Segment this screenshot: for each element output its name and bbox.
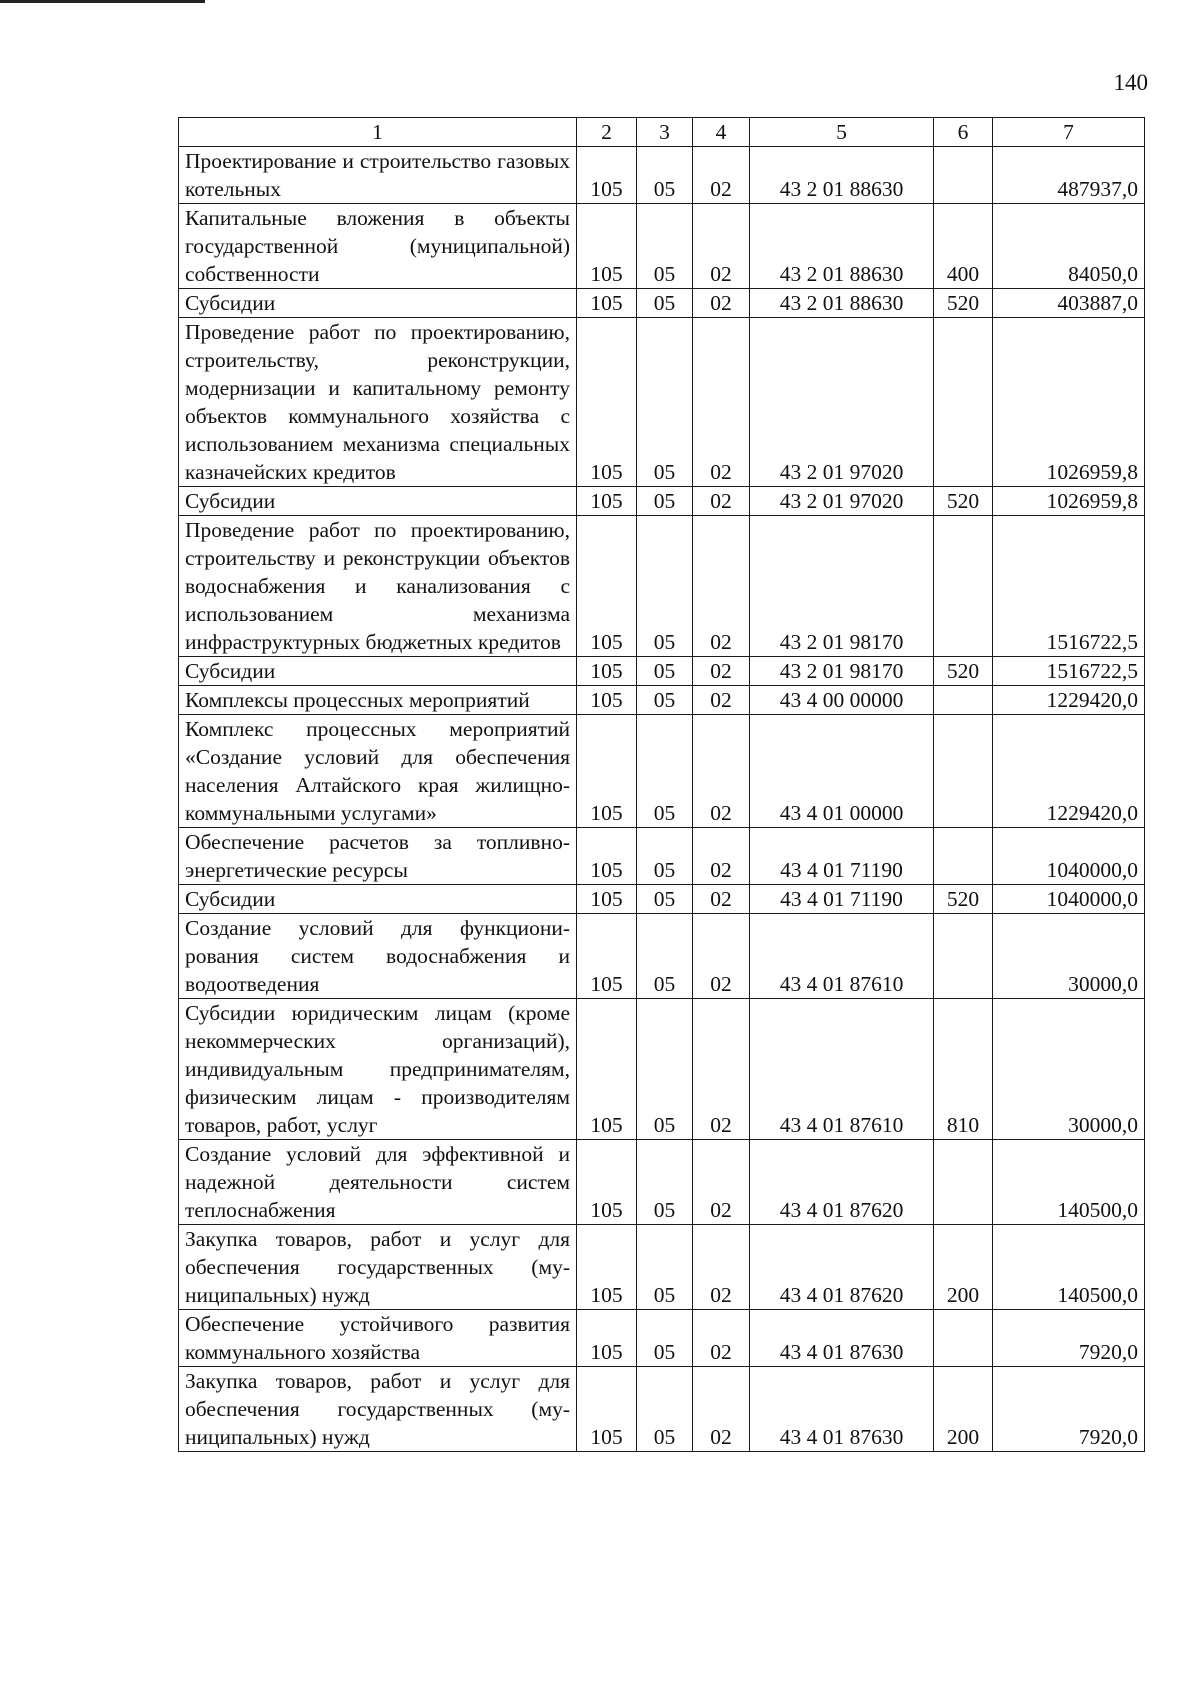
row-col6 [934, 914, 993, 999]
row-col4: 02 [693, 1140, 750, 1225]
table-row [179, 1367, 1145, 1452]
row-col7: 30000,0 [993, 999, 1145, 1140]
row-col2: 105 [577, 715, 637, 828]
row-col2: 105 [577, 885, 637, 914]
row-col6 [934, 318, 993, 487]
row-col6 [934, 516, 993, 657]
row-col6: 520 [934, 657, 993, 686]
row-col4: 02 [693, 289, 750, 318]
row-col7: 7920,0 [993, 1367, 1145, 1452]
row-col7: 1229420,0 [993, 715, 1145, 828]
row-col7: 7920,0 [993, 1310, 1145, 1367]
row-col5: 43 2 01 98170 [750, 657, 934, 686]
row-col5: 43 4 01 87610 [750, 914, 934, 999]
row-col5: 43 4 01 87610 [750, 999, 934, 1140]
row-col3: 05 [637, 885, 693, 914]
table-row [179, 487, 1145, 516]
table-row [179, 686, 1145, 715]
row-col5: 43 2 01 88630 [750, 147, 934, 204]
row-col4: 02 [693, 487, 750, 516]
row-col5: 43 4 01 87630 [750, 1310, 934, 1367]
row-col6 [934, 686, 993, 715]
row-col2: 105 [577, 204, 637, 289]
row-col2: 105 [577, 147, 637, 204]
row-col3: 05 [637, 686, 693, 715]
row-col3: 05 [637, 1140, 693, 1225]
row-col7: 487937,0 [993, 147, 1145, 204]
row-col2: 105 [577, 289, 637, 318]
row-name: Комплексы процессных мероприятий [179, 686, 577, 715]
row-name: Создание условий для эффективной и надежной деятельности систем теплоснабжения [179, 1140, 577, 1225]
page-number: 140 [1113, 70, 1148, 95]
row-col5: 43 4 01 87620 [750, 1140, 934, 1225]
budget-table [178, 117, 1145, 1452]
row-col2: 105 [577, 828, 637, 885]
row-col7: 1229420,0 [993, 686, 1145, 715]
row-col4: 02 [693, 318, 750, 487]
row-col2: 105 [577, 516, 637, 657]
row-col2: 105 [577, 1367, 637, 1452]
row-name: Создание условий для функционирования систем водоснабжения и водоотведения [179, 914, 577, 999]
row-col7: 1516722,5 [993, 657, 1145, 686]
row-col6 [934, 1140, 993, 1225]
row-col4: 02 [693, 1225, 750, 1310]
row-col2: 105 [577, 487, 637, 516]
row-col7: 30000,0 [993, 914, 1145, 999]
row-col2: 105 [577, 1310, 637, 1367]
row-col7: 1026959,8 [993, 487, 1145, 516]
row-col5: 43 2 01 88630 [750, 204, 934, 289]
row-col4: 02 [693, 999, 750, 1140]
row-col7: 140500,0 [993, 1140, 1145, 1225]
row-col7: 1040000,0 [993, 885, 1145, 914]
row-col5: 43 4 01 71190 [750, 828, 934, 885]
row-name: Субсидии [179, 657, 577, 686]
row-col3: 05 [637, 147, 693, 204]
row-col2: 105 [577, 914, 637, 999]
row-col6: 520 [934, 487, 993, 516]
header-cell: 5 [750, 118, 934, 147]
row-col7: 403887,0 [993, 289, 1145, 318]
row-col4: 02 [693, 657, 750, 686]
row-name: Комплекс процессных мероприятий «Создание условий для обеспечения населения Алтайского края жилищно-коммунальными услугами» [179, 715, 577, 828]
row-col4: 02 [693, 1310, 750, 1367]
row-col4: 02 [693, 828, 750, 885]
row-col5: 43 4 01 87620 [750, 1225, 934, 1310]
table-row [179, 1225, 1145, 1310]
header-cell: 4 [693, 118, 750, 147]
row-col2: 105 [577, 318, 637, 487]
row-col2: 105 [577, 657, 637, 686]
header-cell: 1 [179, 118, 577, 147]
row-col6 [934, 715, 993, 828]
row-name: Закупка товаров, работ и услуг для обеспечения государственных (муниципальных) нужд [179, 1367, 577, 1452]
row-col6: 200 [934, 1225, 993, 1310]
row-col5: 43 4 01 87630 [750, 1367, 934, 1452]
row-col3: 05 [637, 318, 693, 487]
table-row [179, 516, 1145, 657]
row-name: Капитальные вложения в объекты государственной (муниципальной) собственности [179, 204, 577, 289]
row-col3: 05 [637, 828, 693, 885]
row-col7: 140500,0 [993, 1225, 1145, 1310]
row-col5: 43 4 01 71190 [750, 885, 934, 914]
row-name: Закупка товаров, работ и услуг для обеспечения государственных (муниципальных) нужд [179, 1225, 577, 1310]
row-col6: 400 [934, 204, 993, 289]
table-row [179, 289, 1145, 318]
table-row [179, 914, 1145, 999]
row-name: Обеспечение расчетов за топливно-энергетические ресурсы [179, 828, 577, 885]
row-col3: 05 [637, 487, 693, 516]
row-col6: 520 [934, 289, 993, 318]
row-col3: 05 [637, 914, 693, 999]
table-row [179, 318, 1145, 487]
row-col4: 02 [693, 885, 750, 914]
row-col7: 84050,0 [993, 204, 1145, 289]
row-col5: 43 2 01 88630 [750, 289, 934, 318]
row-col7: 1516722,5 [993, 516, 1145, 657]
row-name: Обеспечение устойчивого развития коммунального хозяйства [179, 1310, 577, 1367]
row-name: Субсидии [179, 487, 577, 516]
row-col5: 43 4 00 00000 [750, 686, 934, 715]
header-cell: 7 [993, 118, 1145, 147]
row-col3: 05 [637, 516, 693, 657]
row-col5: 43 2 01 98170 [750, 516, 934, 657]
row-col4: 02 [693, 1367, 750, 1452]
row-col6: 520 [934, 885, 993, 914]
row-name: Проведение работ по проектированию, строительству и реконструкции объектов водоснабжения и канализования с использованием механизма инфраструктурных бюджетных кредитов [179, 516, 577, 657]
row-col2: 105 [577, 1140, 637, 1225]
row-col2: 105 [577, 999, 637, 1140]
table-row [179, 885, 1145, 914]
header-cell: 2 [577, 118, 637, 147]
row-col4: 02 [693, 686, 750, 715]
row-col7: 1026959,8 [993, 318, 1145, 487]
header-cell: 3 [637, 118, 693, 147]
row-name: Субсидии юридическим лицам (кроме некоммерческих организаций), индивидуальным предпринимателям, физическим лицам - производителям товаров, работ, услуг [179, 999, 577, 1140]
header-row [179, 118, 1145, 147]
row-name: Субсидии [179, 289, 577, 318]
row-col6 [934, 1310, 993, 1367]
row-col3: 05 [637, 1225, 693, 1310]
row-col5: 43 2 01 97020 [750, 318, 934, 487]
row-col5: 43 4 01 00000 [750, 715, 934, 828]
row-col2: 105 [577, 686, 637, 715]
table-row [179, 657, 1145, 686]
row-col6 [934, 828, 993, 885]
top-rule [0, 0, 205, 3]
row-col3: 05 [637, 1310, 693, 1367]
table-row [179, 715, 1145, 828]
table-row [179, 999, 1145, 1140]
row-col3: 05 [637, 289, 693, 318]
row-col2: 105 [577, 1225, 637, 1310]
table-row [179, 204, 1145, 289]
row-col6 [934, 147, 993, 204]
row-col4: 02 [693, 516, 750, 657]
row-col4: 02 [693, 204, 750, 289]
table-row [179, 828, 1145, 885]
row-col7: 1040000,0 [993, 828, 1145, 885]
row-col6: 810 [934, 999, 993, 1140]
row-col3: 05 [637, 657, 693, 686]
row-name: Проектирование и строительство газовых котельных [179, 147, 577, 204]
row-col5: 43 2 01 97020 [750, 487, 934, 516]
row-col3: 05 [637, 204, 693, 289]
row-name: Проведение работ по проектированию, строительству, реконструкции, модернизации и капитальному ремонту объектов коммунального хозяйства с использованием механизма специальных казначейских кредитов [179, 318, 577, 487]
row-col6: 200 [934, 1367, 993, 1452]
row-col3: 05 [637, 1367, 693, 1452]
row-col3: 05 [637, 715, 693, 828]
row-col4: 02 [693, 147, 750, 204]
table-row [179, 147, 1145, 204]
header-cell: 6 [934, 118, 993, 147]
row-col4: 02 [693, 914, 750, 999]
row-name: Субсидии [179, 885, 577, 914]
row-col3: 05 [637, 999, 693, 1140]
table-row [179, 1140, 1145, 1225]
row-col4: 02 [693, 715, 750, 828]
table-row [179, 1310, 1145, 1367]
